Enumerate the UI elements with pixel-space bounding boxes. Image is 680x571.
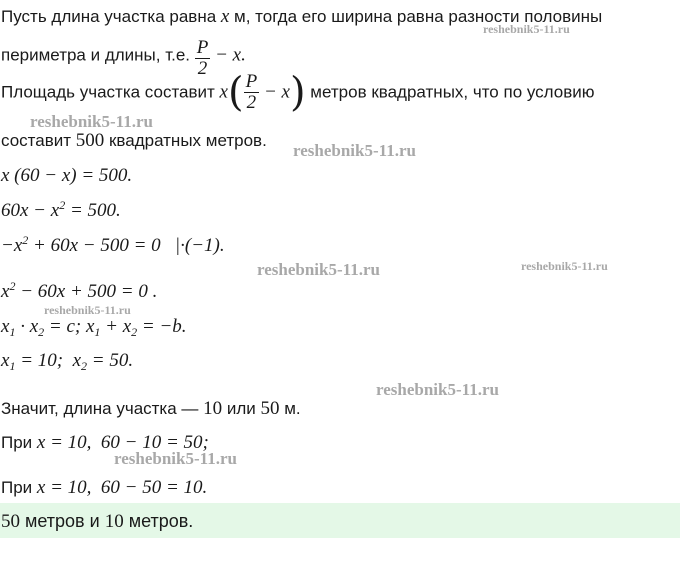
watermark: reshebnik5-11.ru: [30, 112, 153, 131]
fraction-p-over-2: $\frac{P}{2}$: [196, 37, 209, 79]
equation-5-vieta: $x_1 \cdot x_2 = c$; $x_1 + x_2 = -b$.: [1, 316, 187, 339]
watermark: reshebnik5-11.ru: [483, 22, 570, 36]
text-line-1: Пусть длина участка равна x м, тогда его ширина равна разности половины: [1, 6, 603, 27]
watermark: reshebnik5-11.ru: [293, 141, 416, 160]
equation-4: $x^2 - 60x + 500 = 0$ .: [1, 279, 158, 302]
check-line-2: При x = 10, 60 − 50 = 10.: [1, 477, 208, 498]
equation-2: $60x - x^2 = 500$.: [1, 198, 121, 221]
conclusion-line: Значит, длина участка — 10 или 50 м.: [1, 398, 301, 419]
text-line-4: составит 500 квадратных метров.: [1, 130, 267, 151]
equation-6-roots: $x_1 = 10$; $x_2 = 50$.: [1, 350, 134, 373]
answer-box: [0, 503, 680, 538]
equation-3: $-x^2 + 60x - 500 = 0$ |·(−1).: [1, 233, 225, 256]
watermark: reshebnik5-11.ru: [521, 259, 608, 273]
watermark: reshebnik5-11.ru: [257, 260, 380, 279]
right-paren: ): [289, 69, 306, 116]
text-line-2: периметра и длины, т.е. $\frac{P}{2}$ − x.: [1, 37, 246, 79]
watermark: reshebnik5-11.ru: [44, 303, 131, 317]
equation-1: x (60 − x) = 500.: [1, 165, 133, 186]
watermark: reshebnik5-11.ru: [376, 380, 499, 399]
check-line-1: При x = 10, 60 − 10 = 50;: [1, 432, 209, 453]
left-paren: (: [227, 69, 244, 116]
fraction-p-over-2: $\frac{P}{2}$: [245, 71, 258, 113]
answer-text: 50 метров и 10 метров.: [1, 511, 194, 532]
watermark: reshebnik5-11.ru: [114, 449, 237, 468]
text-line-3: Площадь участка составит x( $\frac{P}{2}$ − x) метров квадратных, что по условию: [1, 69, 595, 116]
